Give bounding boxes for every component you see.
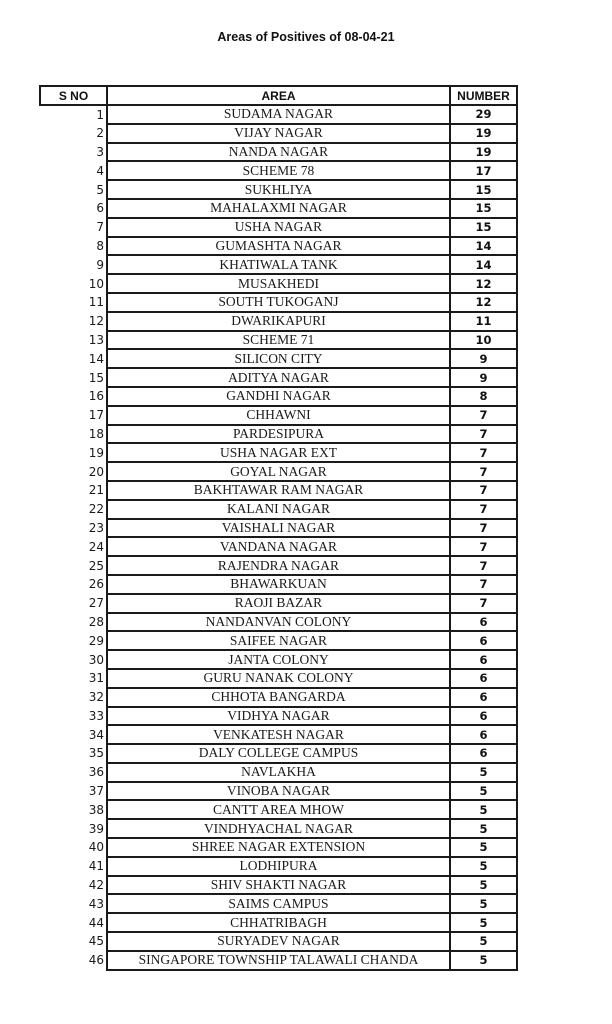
row-sno: 37 bbox=[40, 782, 107, 801]
row-number: 6 bbox=[450, 725, 517, 744]
row-number: 6 bbox=[450, 650, 517, 669]
row-number: 5 bbox=[450, 894, 517, 913]
table-row bbox=[40, 425, 517, 444]
table-row bbox=[40, 631, 517, 650]
header-sno: S NO bbox=[40, 86, 107, 105]
row-area: GOYAL NAGAR bbox=[107, 462, 450, 481]
row-number: 10 bbox=[450, 331, 517, 350]
row-number: 9 bbox=[450, 368, 517, 387]
table-row bbox=[40, 293, 517, 312]
row-area: VINOBA NAGAR bbox=[107, 782, 450, 801]
row-area: SINGAPORE TOWNSHIP TALAWALI CHANDA bbox=[107, 951, 450, 970]
row-area: SAIMS CAMPUS bbox=[107, 894, 450, 913]
row-area: USHA NAGAR bbox=[107, 218, 450, 237]
table-row bbox=[40, 819, 517, 838]
table-row bbox=[40, 688, 517, 707]
row-area: LODHIPURA bbox=[107, 857, 450, 876]
table-row bbox=[40, 406, 517, 425]
row-area: KALANI NAGAR bbox=[107, 500, 450, 519]
table-row bbox=[40, 556, 517, 575]
row-number: 5 bbox=[450, 913, 517, 932]
row-number: 17 bbox=[450, 161, 517, 180]
row-sno: 24 bbox=[40, 537, 107, 556]
table-row bbox=[40, 255, 517, 274]
table-row bbox=[40, 443, 517, 462]
table-row bbox=[40, 932, 517, 951]
table-row bbox=[40, 613, 517, 632]
row-sno: 8 bbox=[40, 237, 107, 256]
row-area: MUSAKHEDI bbox=[107, 274, 450, 293]
row-number: 5 bbox=[450, 800, 517, 819]
row-area: VIJAY NAGAR bbox=[107, 124, 450, 143]
table-row bbox=[40, 349, 517, 368]
row-area: GANDHI NAGAR bbox=[107, 387, 450, 406]
table-row bbox=[40, 669, 517, 688]
table-row bbox=[40, 143, 517, 162]
row-number: 5 bbox=[450, 857, 517, 876]
row-area: RAOJI BAZAR bbox=[107, 594, 450, 613]
row-number: 19 bbox=[450, 124, 517, 143]
table-row bbox=[40, 707, 517, 726]
row-number: 5 bbox=[450, 819, 517, 838]
row-area: GURU NANAK COLONY bbox=[107, 669, 450, 688]
table-row bbox=[40, 124, 517, 143]
table-row bbox=[40, 782, 517, 801]
row-sno: 33 bbox=[40, 707, 107, 726]
row-sno: 14 bbox=[40, 349, 107, 368]
row-sno: 44 bbox=[40, 913, 107, 932]
row-number: 7 bbox=[450, 594, 517, 613]
row-area: CHHATRIBAGH bbox=[107, 913, 450, 932]
row-sno: 45 bbox=[40, 932, 107, 951]
row-sno: 11 bbox=[40, 293, 107, 312]
row-number: 5 bbox=[450, 951, 517, 970]
table-row bbox=[40, 650, 517, 669]
row-area: SILICON CITY bbox=[107, 349, 450, 368]
row-area: SAIFEE NAGAR bbox=[107, 631, 450, 650]
row-sno: 34 bbox=[40, 725, 107, 744]
row-area: GUMASHTA NAGAR bbox=[107, 237, 450, 256]
row-sno: 27 bbox=[40, 594, 107, 613]
row-number: 7 bbox=[450, 425, 517, 444]
row-number: 5 bbox=[450, 838, 517, 857]
row-number: 14 bbox=[450, 237, 517, 256]
row-sno: 5 bbox=[40, 180, 107, 199]
row-area: DWARIKAPURI bbox=[107, 312, 450, 331]
row-number: 7 bbox=[450, 537, 517, 556]
row-number: 15 bbox=[450, 180, 517, 199]
table-row bbox=[40, 575, 517, 594]
table-row bbox=[40, 218, 517, 237]
row-number: 29 bbox=[450, 105, 517, 124]
row-number: 6 bbox=[450, 688, 517, 707]
row-area: CHHOTA BANGARDA bbox=[107, 688, 450, 707]
table-row bbox=[40, 105, 517, 124]
table-row bbox=[40, 500, 517, 519]
row-sno: 10 bbox=[40, 274, 107, 293]
row-sno: 32 bbox=[40, 688, 107, 707]
row-area: MAHALAXMI NAGAR bbox=[107, 199, 450, 218]
table-row bbox=[40, 312, 517, 331]
row-number: 7 bbox=[450, 462, 517, 481]
row-sno: 4 bbox=[40, 161, 107, 180]
table-row bbox=[40, 537, 517, 556]
table-row bbox=[40, 481, 517, 500]
table-row bbox=[40, 800, 517, 819]
table-row bbox=[40, 387, 517, 406]
row-number: 7 bbox=[450, 519, 517, 538]
header-row bbox=[40, 86, 517, 105]
row-sno: 40 bbox=[40, 838, 107, 857]
header-number: NUMBER bbox=[450, 86, 517, 105]
row-area: VANDANA NAGAR bbox=[107, 537, 450, 556]
row-area: BHAWARKUAN bbox=[107, 575, 450, 594]
row-number: 12 bbox=[450, 293, 517, 312]
row-sno: 7 bbox=[40, 218, 107, 237]
table-row bbox=[40, 161, 517, 180]
row-sno: 39 bbox=[40, 819, 107, 838]
row-number: 6 bbox=[450, 631, 517, 650]
row-sno: 16 bbox=[40, 387, 107, 406]
row-area: VAISHALI NAGAR bbox=[107, 519, 450, 538]
row-number: 6 bbox=[450, 744, 517, 763]
row-area: SURYADEV NAGAR bbox=[107, 932, 450, 951]
row-number: 15 bbox=[450, 218, 517, 237]
table-row bbox=[40, 199, 517, 218]
row-area: PARDESIPURA bbox=[107, 425, 450, 444]
row-sno: 9 bbox=[40, 255, 107, 274]
row-number: 9 bbox=[450, 349, 517, 368]
row-sno: 20 bbox=[40, 462, 107, 481]
page-title: Areas of Positives of 08-04-21 bbox=[217, 30, 395, 44]
table-row bbox=[40, 951, 517, 970]
row-number: 14 bbox=[450, 255, 517, 274]
row-number: 15 bbox=[450, 199, 517, 218]
row-area: NANDANVAN COLONY bbox=[107, 613, 450, 632]
row-sno: 31 bbox=[40, 669, 107, 688]
table-row bbox=[40, 519, 517, 538]
table-row bbox=[40, 857, 517, 876]
row-area: NANDA NAGAR bbox=[107, 143, 450, 162]
row-sno: 23 bbox=[40, 519, 107, 538]
row-sno: 28 bbox=[40, 613, 107, 632]
row-sno: 43 bbox=[40, 894, 107, 913]
table-row bbox=[40, 594, 517, 613]
row-area: SHIV SHAKTI NAGAR bbox=[107, 876, 450, 895]
row-area: VENKATESH NAGAR bbox=[107, 725, 450, 744]
table-row bbox=[40, 462, 517, 481]
row-area: KHATIWALA TANK bbox=[107, 255, 450, 274]
row-sno: 25 bbox=[40, 556, 107, 575]
table-row bbox=[40, 331, 517, 350]
row-sno: 22 bbox=[40, 500, 107, 519]
row-sno: 6 bbox=[40, 199, 107, 218]
row-number: 5 bbox=[450, 782, 517, 801]
table-row bbox=[40, 180, 517, 199]
row-area: CANTT AREA MHOW bbox=[107, 800, 450, 819]
row-area: JANTA COLONY bbox=[107, 650, 450, 669]
row-sno: 17 bbox=[40, 406, 107, 425]
row-area: BAKHTAWAR RAM NAGAR bbox=[107, 481, 450, 500]
row-area: SCHEME 71 bbox=[107, 331, 450, 350]
row-sno: 29 bbox=[40, 631, 107, 650]
row-area: NAVLAKHA bbox=[107, 763, 450, 782]
row-number: 6 bbox=[450, 669, 517, 688]
row-number: 11 bbox=[450, 312, 517, 331]
row-sno: 41 bbox=[40, 857, 107, 876]
row-number: 8 bbox=[450, 387, 517, 406]
row-number: 6 bbox=[450, 613, 517, 632]
row-area: ADITYA NAGAR bbox=[107, 368, 450, 387]
row-area: VINDHYACHAL NAGAR bbox=[107, 819, 450, 838]
row-number: 5 bbox=[450, 763, 517, 782]
table-row bbox=[40, 763, 517, 782]
row-area: SOUTH TUKOGANJ bbox=[107, 293, 450, 312]
row-sno: 35 bbox=[40, 744, 107, 763]
table-row bbox=[40, 368, 517, 387]
row-sno: 26 bbox=[40, 575, 107, 594]
row-sno: 21 bbox=[40, 481, 107, 500]
row-number: 19 bbox=[450, 143, 517, 162]
row-area: USHA NAGAR EXT bbox=[107, 443, 450, 462]
row-number: 7 bbox=[450, 556, 517, 575]
row-sno: 13 bbox=[40, 331, 107, 350]
row-sno: 12 bbox=[40, 312, 107, 331]
row-sno: 30 bbox=[40, 650, 107, 669]
row-sno: 2 bbox=[40, 124, 107, 143]
row-number: 7 bbox=[450, 406, 517, 425]
row-area: SCHEME 78 bbox=[107, 161, 450, 180]
row-area: SUKHLIYA bbox=[107, 180, 450, 199]
row-number: 7 bbox=[450, 575, 517, 594]
table-body bbox=[40, 105, 517, 970]
row-number: 5 bbox=[450, 932, 517, 951]
table-row bbox=[40, 725, 517, 744]
row-sno: 3 bbox=[40, 143, 107, 162]
positives-table bbox=[39, 85, 518, 971]
table-row bbox=[40, 876, 517, 895]
table-row bbox=[40, 894, 517, 913]
row-sno: 36 bbox=[40, 763, 107, 782]
row-sno: 38 bbox=[40, 800, 107, 819]
row-area: SHREE NAGAR EXTENSION bbox=[107, 838, 450, 857]
row-number: 7 bbox=[450, 481, 517, 500]
row-area: CHHAWNI bbox=[107, 406, 450, 425]
row-sno: 19 bbox=[40, 443, 107, 462]
table-row bbox=[40, 913, 517, 932]
row-number: 7 bbox=[450, 443, 517, 462]
row-area: RAJENDRA NAGAR bbox=[107, 556, 450, 575]
row-number: 6 bbox=[450, 707, 517, 726]
row-number: 5 bbox=[450, 876, 517, 895]
row-number: 7 bbox=[450, 500, 517, 519]
header-area: AREA bbox=[107, 86, 450, 105]
row-sno: 18 bbox=[40, 425, 107, 444]
row-number: 12 bbox=[450, 274, 517, 293]
row-area: SUDAMA NAGAR bbox=[107, 105, 450, 124]
table-row bbox=[40, 744, 517, 763]
row-area: DALY COLLEGE CAMPUS bbox=[107, 744, 450, 763]
row-area: VIDHYA NAGAR bbox=[107, 707, 450, 726]
row-sno: 1 bbox=[40, 105, 107, 124]
table-row bbox=[40, 237, 517, 256]
row-sno: 46 bbox=[40, 951, 107, 970]
table-row bbox=[40, 838, 517, 857]
row-sno: 42 bbox=[40, 876, 107, 895]
table-row bbox=[40, 274, 517, 293]
row-sno: 15 bbox=[40, 368, 107, 387]
